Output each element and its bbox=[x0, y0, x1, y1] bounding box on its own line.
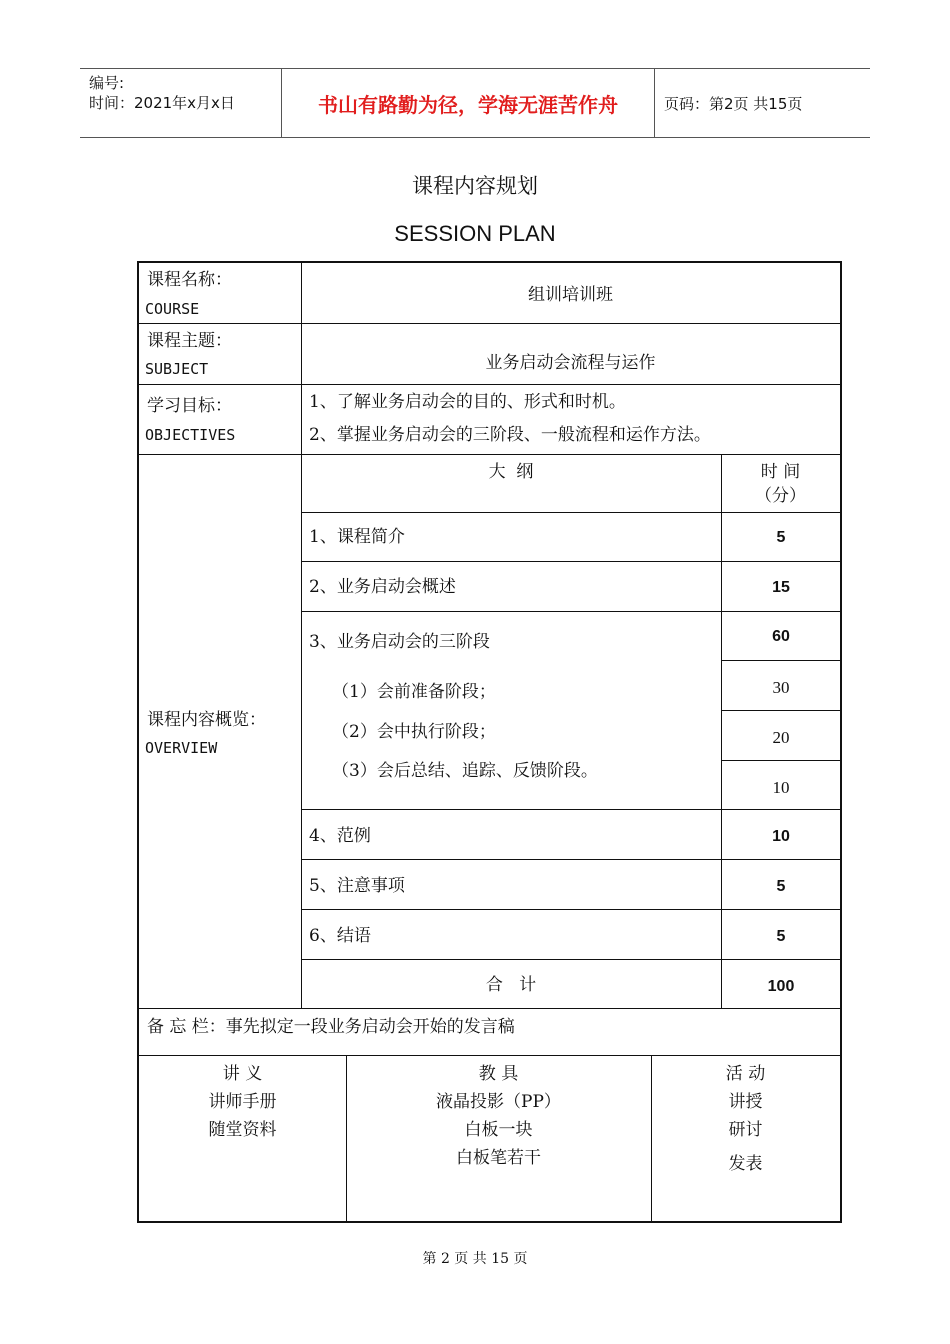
outline-sub-row: （3）会后总结、追踪、反馈阶段。 bbox=[332, 761, 598, 781]
page-subtitle: SESSION PLAN bbox=[394, 221, 556, 246]
time-column-unit: （分） bbox=[755, 486, 806, 506]
subject-value: 业务启动会流程与运作 bbox=[485, 353, 656, 373]
total-label: 合 计 bbox=[485, 975, 537, 995]
time-column-header: 时 间 bbox=[760, 462, 801, 482]
objectives-label: 学习目标： bbox=[147, 396, 232, 416]
memo-text: 备 忘 栏：事先拟定一段业务启动会开始的发言稿 bbox=[147, 1017, 515, 1037]
tool-item: 白板一块 bbox=[464, 1120, 533, 1140]
outline-sub-row: （2）会中执行阶段； bbox=[332, 722, 496, 742]
overview-label-en: OVERVIEW bbox=[145, 739, 218, 757]
page-header bbox=[80, 68, 870, 138]
outline-sub-minutes: 30 bbox=[772, 678, 790, 697]
outline-row: 5、注意事项 bbox=[309, 876, 405, 896]
activity-item: 研讨 bbox=[728, 1120, 763, 1140]
outline-sub-row: （1）会前准备阶段； bbox=[332, 682, 496, 702]
outline-minutes: 5 bbox=[776, 529, 786, 546]
outline-minutes: 5 bbox=[776, 928, 786, 945]
handout-item: 讲师手册 bbox=[208, 1092, 277, 1112]
subject-label: 课程主题： bbox=[147, 331, 232, 351]
header-page-info: 页码：第2页 共15页 bbox=[664, 94, 803, 113]
outline-row: 3、业务启动会的三阶段 bbox=[309, 632, 490, 652]
document-number: 编号: bbox=[89, 74, 125, 92]
header-motto: 书山有路勤为径，学海无涯苦作舟 bbox=[318, 92, 618, 117]
outline-column-header: 大 纲 bbox=[488, 462, 534, 482]
outline-minutes: 15 bbox=[772, 579, 790, 596]
outline-row: 1、课程简介 bbox=[309, 527, 405, 547]
outline-minutes: 60 bbox=[772, 628, 790, 645]
objective-item-1: 1、了解业务启动会的目的、形式和时机。 bbox=[309, 392, 626, 412]
tools-header: 教 具 bbox=[478, 1064, 519, 1084]
outline-sub-minutes: 20 bbox=[772, 728, 790, 747]
activity-item: 讲授 bbox=[728, 1092, 763, 1112]
handouts-header: 讲 义 bbox=[222, 1064, 263, 1084]
course-label-en: COURSE bbox=[145, 300, 200, 318]
page-title: 课程内容规划 bbox=[412, 174, 538, 198]
tool-item: 液晶投影（PP） bbox=[436, 1092, 561, 1112]
subject-label-en: SUBJECT bbox=[145, 360, 209, 378]
outline-row: 4、范例 bbox=[309, 826, 371, 846]
overview-label: 课程内容概览： bbox=[147, 710, 266, 730]
outline-minutes: 10 bbox=[772, 828, 790, 845]
course-label: 课程名称： bbox=[147, 270, 232, 290]
total-minutes: 100 bbox=[767, 978, 795, 995]
header-page-cell bbox=[655, 69, 870, 137]
objective-item-2: 2、掌握业务启动会的三阶段、一般流程和运作方法。 bbox=[309, 425, 711, 445]
activities-header: 活 动 bbox=[725, 1064, 766, 1084]
header-motto-cell bbox=[281, 69, 655, 137]
page-footer: 第 2 页 共 15 页 bbox=[422, 1251, 528, 1267]
objectives-label-en: OBJECTIVES bbox=[145, 426, 236, 444]
outline-row: 2、业务启动会概述 bbox=[309, 577, 456, 597]
session-plan-table bbox=[137, 261, 842, 1223]
activity-item: 发表 bbox=[728, 1154, 763, 1174]
tool-item: 白板笔若干 bbox=[456, 1148, 541, 1168]
course-value: 组训培训班 bbox=[528, 285, 613, 305]
document-date: 时间：2021年x月x日 bbox=[89, 94, 235, 112]
outline-row: 6、结语 bbox=[309, 926, 371, 946]
outline-minutes: 5 bbox=[776, 878, 786, 895]
header-meta bbox=[80, 69, 281, 137]
handout-item: 随堂资料 bbox=[208, 1120, 277, 1140]
outline-sub-minutes: 10 bbox=[772, 778, 790, 797]
